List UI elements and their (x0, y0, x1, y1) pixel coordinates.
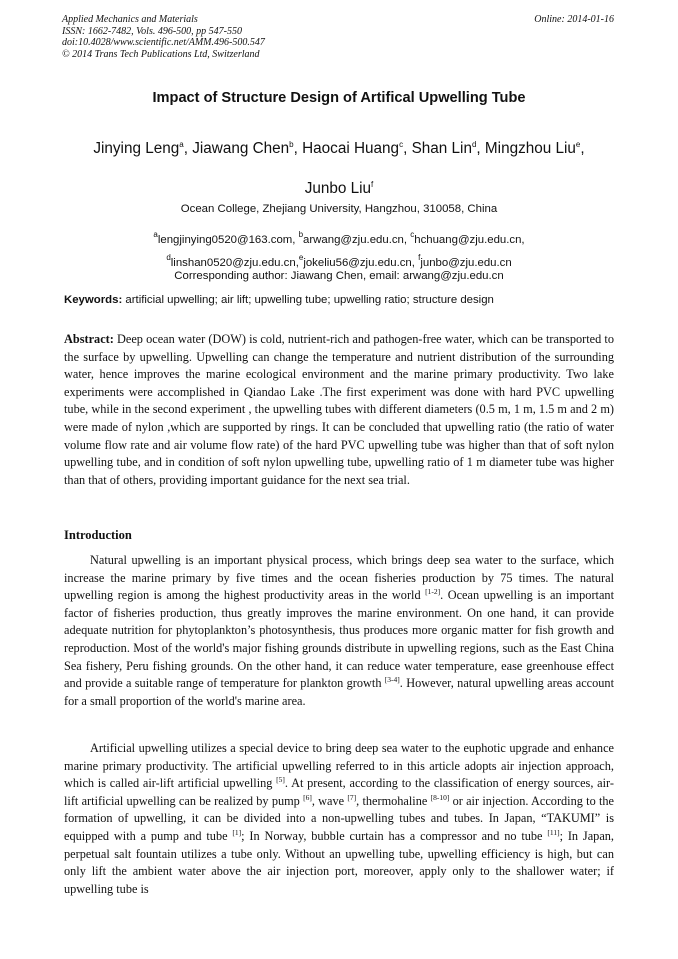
journal-name: Applied Mechanics and Materials (62, 14, 198, 25)
intro-paragraph-1: Natural upwelling is an important physical process, which brings deep sea water to the surface, which increase the marine primary by five times and the ocean fisheries production by 75 times. The natural upwelling region is among the highest productivity areas in the world [1-2]. Ocean upwelling is an important factor of fisheries production, thus greatly improves the marine environment. On one hand, it can provide adequate nutrition for phytoplankton’s photosynthesis, thus produces more organic matter for fish growth and reproduction. Most of the world's major fishing grounds distribute in upwelling regions, such as the East China Sea fishery, Peru fishing grounds. On the other hand, it can reduce water temperature, ease greenhouse effect and provide a suitable range of temperature for plankton growth [3-4]. However, natural upwelling areas account for a small proportion of the world's marine area. (64, 553, 614, 708)
email-b: arwang@zju.edu.cn, (303, 234, 411, 246)
author-list (50, 127, 628, 207)
doi-line: doi:10.4028/www.scientific.net/AMM.496-500.547 (62, 37, 265, 48)
intro-paragraph-2: Artificial upwelling utilizes a special device to bring deep sea water to the euphotic upgrade and enhance marine primary productivity. The artificial upwelling referred to in this article adopts air injection approach, which is called air-lift artificial upwelling [5]. At present, according to the classification of energy sources, air-lift artificial upwelling can be realized by pump [6], wave [7], thermohaline [8-10] or air injection. According to the formation of upwelling, it can be divided into a non-upwelling tubes and tubes. In Japan, “TAKUMI” is equipped with a pump and tube [1]; In Norway, bubble curtain has a compressor and no tube [11]; In Japan, perpetual salt fountain utilizes a tube only. Without an upwelling tube, upwelling efficiency is high, but can only lift the ambient water above the air injection port, moreover, apply only to the shallower water; if upwelling tube is (64, 741, 614, 896)
section-heading-introduction: Introduction (64, 528, 132, 542)
keywords-label: Keywords: (64, 294, 123, 306)
corresponding-author: Corresponding author: Jiawang Chen, email: arwang@zju.edu.cn (174, 270, 504, 282)
email-f: junbo@zju.edu.cn (420, 257, 512, 269)
author-emails: $^a$lengjinying0520@163.com, $^b$arwang@zju.edu.cn, $^c$hchuang@zju.edu.cn, $^d$linshan0520@zju.edu.cn,$^e$jokeliu56@zju.edu.cn, $^f$junbo@zju.edu.cn (153, 230, 525, 269)
issn-line: ISSN: 1662-7482, Vols. 496-500, pp 547-550 (62, 25, 242, 37)
abstract (64, 331, 614, 489)
citation: [5] (276, 775, 285, 785)
abstract-label: Abstract: (64, 332, 114, 346)
citation: [7] (347, 792, 357, 802)
author: Shan Lin$^d$, (411, 140, 485, 157)
author: Haocai Huang$^c$, (302, 140, 412, 157)
online-date: Online: 2014-01-16 (534, 14, 614, 25)
citation: [3-4] (384, 675, 400, 685)
email-a: lengjinying0520@163.com, (157, 234, 299, 246)
email-d: linshan0520@zju.edu.cn, (170, 257, 299, 269)
keywords (64, 294, 616, 306)
journal-header (62, 14, 265, 60)
email-e: jokeliu56@zju.edu.cn, (303, 257, 419, 269)
author: Jiawang Chen$^b$, (192, 140, 303, 157)
citation: [8-10] (430, 792, 450, 802)
citation: [6] (303, 792, 312, 802)
citation: [1-2] (425, 587, 441, 597)
citation: [1] (232, 827, 242, 837)
author: Mingzhou Liu$^e$, (484, 140, 585, 157)
keywords-text: artificial upwelling; air lift; upwelling tube; upwelling ratio; structure design (122, 294, 494, 306)
copyright-line: © 2014 Trans Tech Publications Ltd, Switzerland (62, 48, 260, 60)
email-c: hchuang@zju.edu.cn, (414, 234, 525, 246)
paper-title: Impact of Structure Design of Artifical Upwelling Tube (152, 90, 526, 106)
abstract-text: Deep ocean water (DOW) is cold, nutrient-rich and pathogen-free water, which can be transported to the surface by upwelling. Upwelling can change the temperature and nutrient distribution of the surrounding water, hence improves the marine ecological environment and the marine primary productivity. Two lake experiments were accomplished in Qiandao Lake .The first experiment was done with hard PVC upwelling tube, while in the second experiment , the upwelling tubes with different diameters (0.5 m, 1 m, 1.5 m and 2 m) were made of nylon ,which are supported by rings. It can be concluded that upwelling ratio (the ratio of water volume flow rate and air volume flow rate) of the hard PVC upwelling tube was higher than that of soft nylon upwelling tube, and in condition of soft nylon upwelling tube, upwelling ratio of 1 m diameter tube was higher than that of others, providing important guidance for the next sea trial. (64, 332, 614, 487)
author: Jinying Leng$^a$, (93, 140, 193, 157)
citation: [11] (547, 827, 560, 837)
affiliation: Ocean College, Zhejiang University, Hangzhou, 310058, China (180, 203, 498, 215)
author: Junbo Liu$^f$ (304, 180, 374, 197)
